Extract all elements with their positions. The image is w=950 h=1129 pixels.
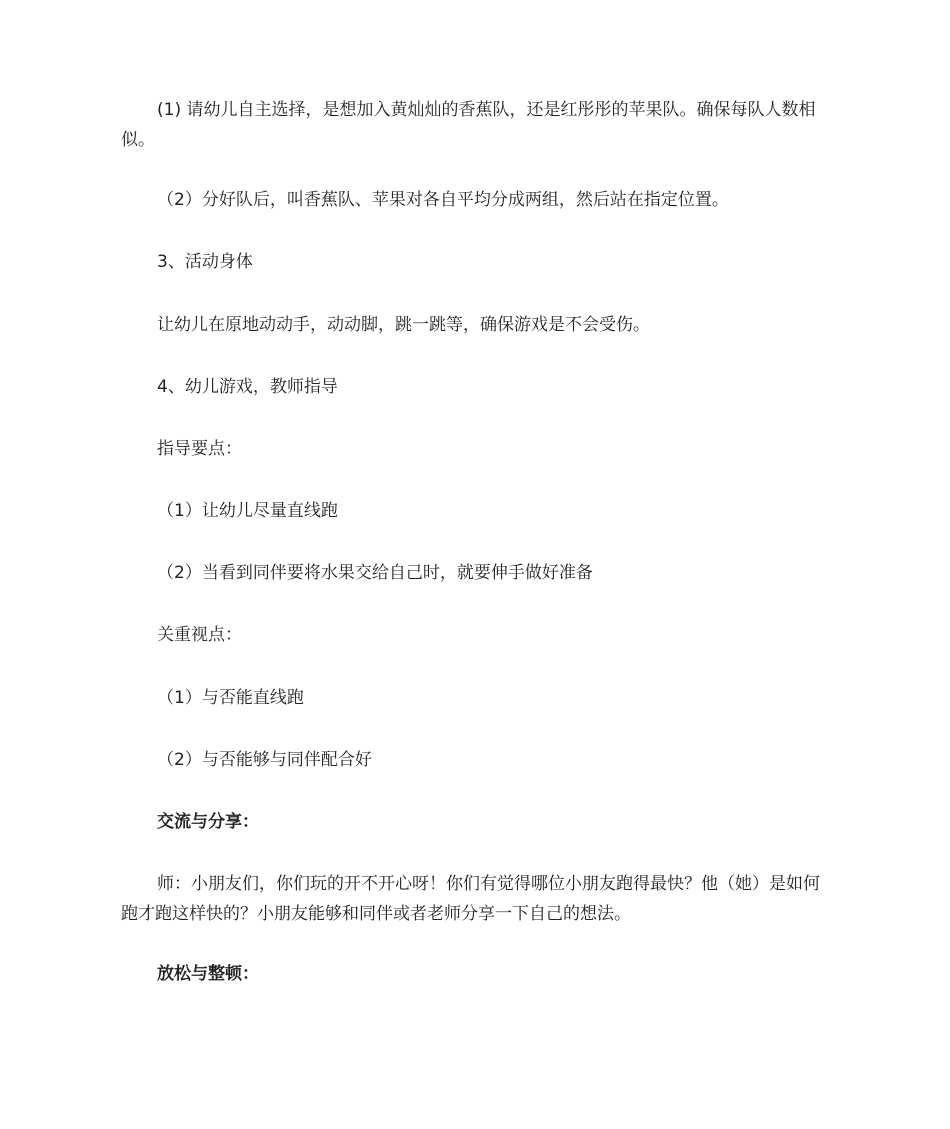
guidance-point-1: （1）让幼儿尽量直线跑 xyxy=(157,501,338,521)
paragraph-team-selection: (1) 请幼儿自主选择，是想加入黄灿灿的香蕉队，还是红彤彤的苹果队。确保每队人数相似。 xyxy=(121,100,816,150)
section-heading-sharing: 交流与分享： xyxy=(157,812,259,832)
label-observation-points: 关重视点： xyxy=(157,625,242,645)
section-heading-cooldown: 放松与整顿： xyxy=(157,964,259,984)
observation-point-1: （1）与否能直线跑 xyxy=(157,688,304,708)
paragraph-sharing: 师：小朋友们，你们玩的开不开心呀！你们有觉得哪位小朋友跑得最快？他（她）是如何跑才跑这样快的？小朋友能够和同伴或者老师分享一下自己的想法。 xyxy=(121,874,820,924)
label-guidance-points: 指导要点： xyxy=(157,439,242,459)
paragraph-warmup: 让幼儿在原地动动手，动动脚，跳一跳等，确保游戏是不会受伤。 xyxy=(157,315,650,335)
section-heading-warmup: 3、活动身体 xyxy=(157,252,253,272)
section-heading-game: 4、幼儿游戏，教师指导 xyxy=(157,377,338,397)
paragraph-split-groups: （2）分好队后，叫香蕉队、苹果对各自平均分成两组，然后站在指定位置。 xyxy=(157,190,729,210)
observation-point-2: （2）与否能够与同伴配合好 xyxy=(157,750,372,770)
guidance-point-2: （2）当看到同伴要将水果交给自己时，就要伸手做好准备 xyxy=(157,563,593,583)
